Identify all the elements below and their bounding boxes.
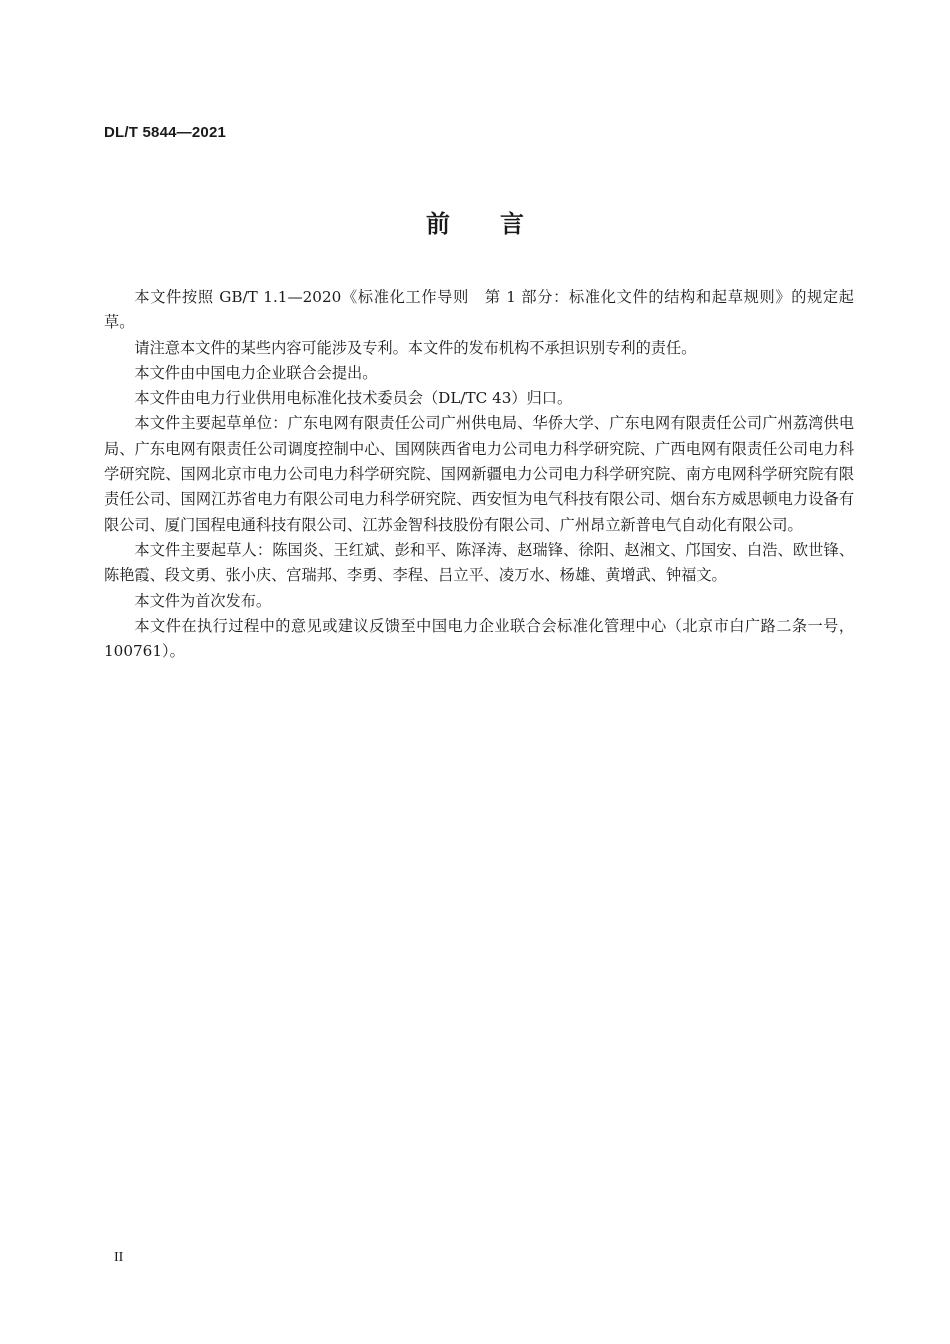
paragraph-proposer: 本文件由中国电力企业联合会提出。 bbox=[134, 363, 378, 382]
paragraph-drafting-basis: 本文件按照 GB/T 1.1—2020《标准化工作导则 第 1 部分：标准化文件的结构和起草规则》的规定起草。 bbox=[104, 288, 854, 332]
document-body bbox=[104, 285, 854, 664]
paragraph-drafting-organizations: 本文件主要起草单位：广东电网有限责任公司广州供电局、华侨大学、广东电网有限责任公司广州荔湾供电局、广东电网有限责任公司调度控制中心、国网陕西省电力公司电力科学研究院、广西电网有限责任公司电力科学研究院、国网北京市电力公司电力科学研究院、国网新疆电力公司电力科学研究院、南方电网科学研究院有限责任公司、国网江苏省电力有限公司电力科学研究院、西安恒为电气科技有限公司、烟台东方威思顿电力设备有限公司、厦门国程电通科技有限公司、江苏金智科技股份有限公司、广州昂立新普电气自动化有限公司。 bbox=[104, 414, 854, 534]
paragraph-technical-committee: 本文件由电力行业供用电标准化技术委员会（DL/TC 43）归口。 bbox=[134, 389, 573, 408]
page-number: II bbox=[114, 1250, 124, 1265]
paragraph-feedback: 本文件在执行过程中的意见或建议反馈至中国电力企业联合会标准化管理中心（北京市白广路二条一号，100761）。 bbox=[104, 616, 854, 661]
page-title: 前言 bbox=[426, 210, 574, 238]
document-code: DL/T 5844—2021 bbox=[104, 124, 227, 141]
paragraph-first-release: 本文件为首次发布。 bbox=[134, 591, 272, 610]
paragraph-patent-notice: 请注意本文件的某些内容可能涉及专利。本文件的发布机构不承担识别专利的责任。 bbox=[134, 338, 697, 357]
paragraph-drafters: 本文件主要起草人：陈国炎、王红斌、彭和平、陈泽涛、赵瑞锋、徐阳、赵湘文、邝国安、白浩、欧世锋、陈艳霞、段文勇、张小庆、宫瑞邦、李勇、李程、吕立平、凌万水、杨雄、黄增武、钟福文。 bbox=[104, 540, 854, 585]
